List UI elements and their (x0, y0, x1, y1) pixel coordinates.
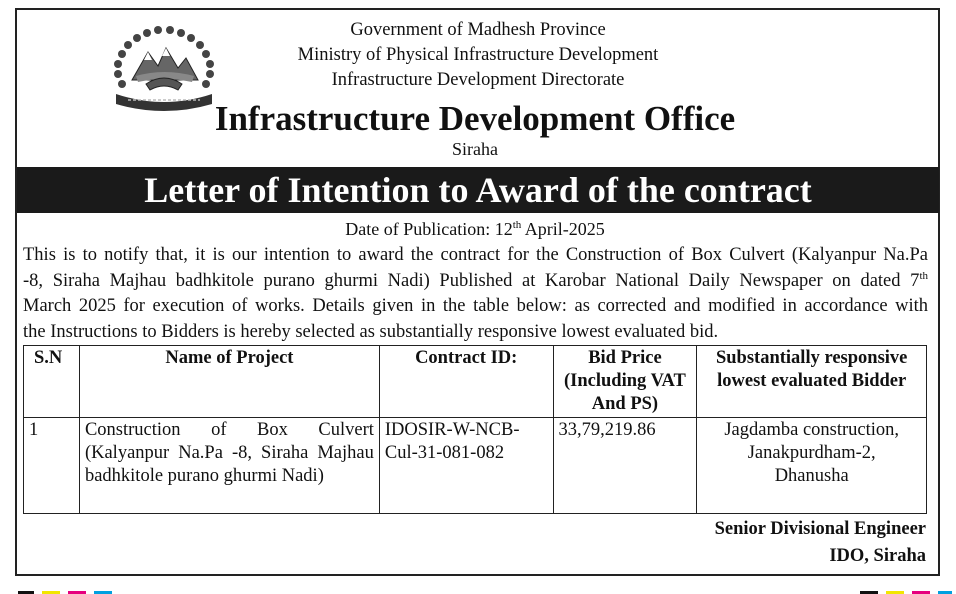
header-bidder: Substantially responsive lowest evaluated Bidder (697, 346, 927, 418)
cell-bidder: Jagdamba construction, Janakpurdham-2, Dhanusha (697, 418, 927, 514)
header-ministry: Ministry of Physical Infrastructure Development (297, 45, 659, 65)
cell-sn: 1 (24, 418, 80, 514)
cell-project: Construction of Box Culvert (Kalyanpur Na.Pa -8, Siraha Majhau badhkitole purano ghurmi Nadi) (79, 418, 379, 514)
office-title: Infrastructure Development Office (214, 99, 736, 138)
notice-title-banner: Letter of Intention to Award of the contract (17, 167, 939, 213)
signatory-office: IDO, Siraha (829, 546, 926, 566)
award-table (23, 345, 927, 514)
signatory-title: Senior Divisional Engineer (714, 519, 926, 539)
notice-body (23, 243, 928, 345)
cell-bid-price: 33,79,219.86 (553, 418, 697, 514)
table-header-row (24, 346, 927, 418)
body-line: -8, Siraha Majhau badhkitole purano ghurmi Nadi) Published at Karobar National Daily Newspaper on dated 7th (23, 269, 928, 291)
body-line: the Instructions to Bidders is hereby selected as substantially responsive lowest evaluated bid. (23, 321, 719, 342)
header-bid-price: Bid Price (Including VAT And PS) (553, 346, 697, 418)
cell-contract-id: IDOSIR-W-NCB- Cul-31-081-082 (379, 418, 553, 514)
header-project: Name of Project (79, 346, 379, 418)
header-sn: S.N (24, 346, 80, 418)
body-line: March 2025 for execution of works. Details given in the table below: as corrected and modified in accordance with (23, 296, 928, 316)
publication-date: Date of Publication: 12th April-2025 (345, 219, 605, 239)
header-directorate: Infrastructure Development Directorate (331, 70, 625, 90)
table-row (24, 418, 927, 514)
office-city: Siraha (452, 139, 498, 159)
header-contract-id: Contract ID: (379, 346, 553, 418)
header-government: Government of Madhesh Province (350, 20, 606, 40)
body-line: This is to notify that, it is our intention to award the contract for the Construction of Box Culvert (Kalyanpur Na.Pa (23, 245, 928, 265)
